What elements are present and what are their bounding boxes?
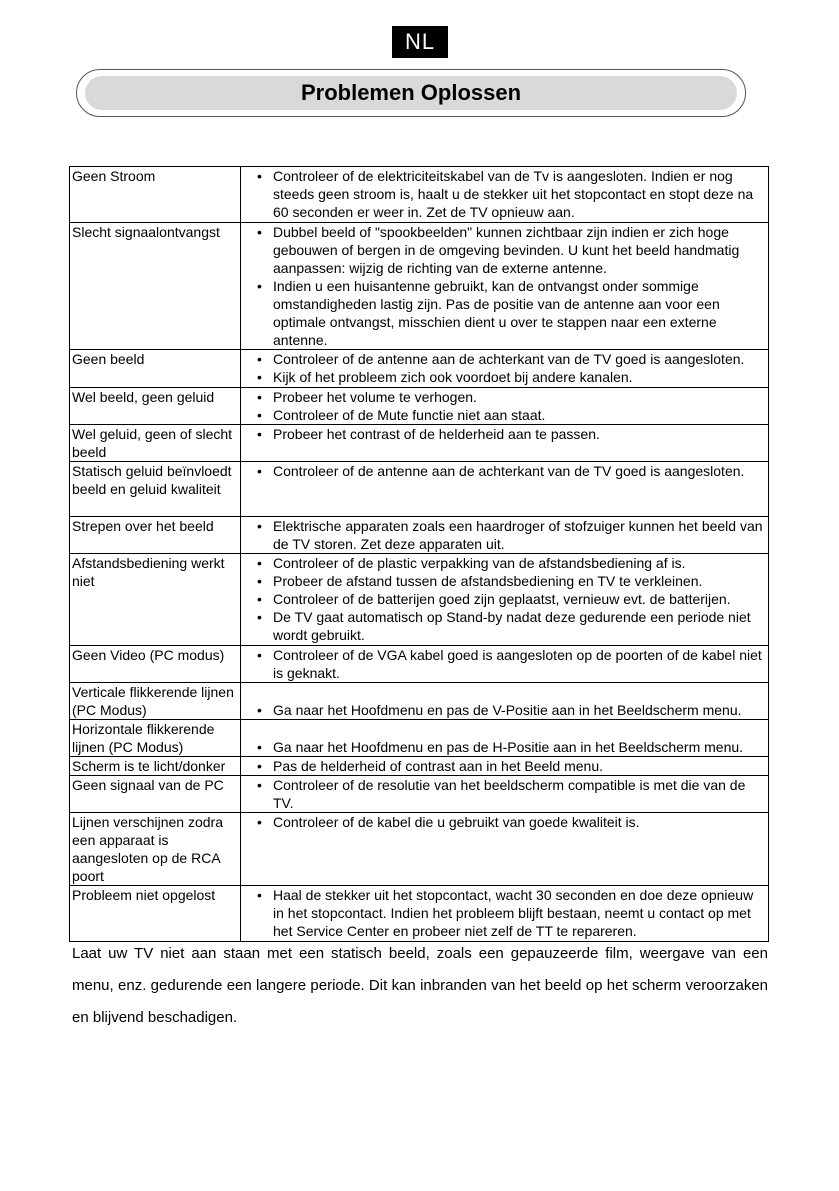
- problem-cell: Verticale flikkerende lijnen (PC Modus): [70, 683, 241, 720]
- problem-cell: Statisch geluid beïnvloedt beeld en geluid kwaliteit: [70, 462, 241, 517]
- solution-item: • Controleer of de plastic verpakking van de afstandsbediening af is.: [273, 554, 766, 572]
- solution-cell: [241, 776, 769, 813]
- solution-cell: [241, 425, 769, 462]
- solution-item: • Controleer of de antenne aan de achterkant van de TV goed is aangesloten.: [273, 350, 766, 368]
- solution-item: • Probeer het contrast of de helderheid aan te passen.: [273, 425, 766, 443]
- solution-item: • De TV gaat automatisch op Stand-by nadat deze gedurende een periode niet wordt gebruikt.: [273, 608, 766, 644]
- table-row: [70, 388, 769, 425]
- table-row: [70, 462, 769, 517]
- problem-cell: Afstandsbediening werkt niet: [70, 554, 241, 646]
- problem-cell: Slecht signaalontvangst: [70, 223, 241, 350]
- solution-item: • Dubbel beeld of "spookbeelden" kunnen zichtbaar zijn indien er zich hoge gebouwen of bergen in de omgeving bevinden. U kunt het beeld handmatig aanpassen: wijzig de richting van de externe antenne.: [273, 223, 766, 277]
- solution-item: • Ga naar het Hoofdmenu en pas de V-Positie aan in het Beeldscherm menu.: [273, 701, 766, 719]
- solution-item: • Ga naar het Hoofdmenu en pas de H-Positie aan in het Beeldscherm menu.: [273, 738, 766, 756]
- table-row: [70, 757, 769, 776]
- table-row: [70, 720, 769, 757]
- problem-cell: Horizontale flikkerende lijnen (PC Modus): [70, 720, 241, 757]
- solution-item: • Controleer of de antenne aan de achterkant van de TV goed is aangesloten.: [273, 462, 766, 480]
- solution-cell: [241, 167, 769, 223]
- table-row: [70, 554, 769, 646]
- table-row: [70, 350, 769, 388]
- solution-item: • Controleer of de VGA kabel goed is aangesloten op de poorten of de kabel niet is geknakt.: [273, 646, 766, 682]
- solution-item: • Controleer of de elektriciteitskabel van de Tv is aangesloten. Indien er nog steeds geen stroom is, haalt u de stekker uit het stopcontact en stopt deze na 60 seconden er weer in. Zet de TV opnieuw aan.: [273, 167, 766, 221]
- problem-cell: Strepen over het beeld: [70, 517, 241, 554]
- problem-cell: Geen beeld: [70, 350, 241, 388]
- solution-cell: [241, 554, 769, 646]
- solution-cell: [241, 886, 769, 942]
- solution-item: • Controleer of de batterijen goed zijn geplaatst, vernieuw evt. de batterijen.: [273, 590, 766, 608]
- troubleshooting-table: [69, 166, 769, 942]
- table-row: [70, 167, 769, 223]
- solution-item: • Controleer of de kabel die u gebruikt van goede kwaliteit is.: [273, 813, 766, 831]
- table-row: [70, 223, 769, 350]
- problem-cell: Wel geluid, geen of slecht beeld: [70, 425, 241, 462]
- solution-cell: [241, 683, 769, 720]
- problem-cell: Probleem niet opgelost: [70, 886, 241, 942]
- table-row: [70, 886, 769, 942]
- solution-cell: [241, 813, 769, 886]
- table-row: [70, 813, 769, 886]
- solution-item: • Indien u een huisantenne gebruikt, kan de ontvangst onder sommige omstandigheden lastig zijn. Pas de positie van de antenne aan voor een optimale ontvangst, misschien dient u over te stappen naar een externe antenne.: [273, 277, 766, 349]
- burn-in-warning: Laat uw TV niet aan staan met een statisch beeld, zoals een gepauzeerde film, weergave van een menu, enz. gedurende een langere periode. Dit kan inbranden van het beeld op het scherm veroorzaken en blijvend beschadigen.: [72, 945, 768, 1026]
- page-title: Problemen Oplossen: [85, 76, 737, 110]
- solution-item: • Elektrische apparaten zoals een haardroger of stofzuiger kunnen het beeld van de TV storen. Zet deze apparaten uit.: [273, 517, 766, 553]
- table-row: [70, 425, 769, 462]
- solution-item: • Haal de stekker uit het stopcontact, wacht 30 seconden en doe deze opnieuw in het stopcontact. Indien het probleem blijft bestaan, neemt u contact op met het Service Center en probeer niet zelf de TT te repareren.: [273, 886, 766, 940]
- solution-item: • Kijk of het probleem zich ook voordoet bij andere kanalen.: [273, 368, 766, 386]
- solution-cell: [241, 388, 769, 425]
- solution-cell: [241, 350, 769, 388]
- table-row: [70, 646, 769, 683]
- solution-item: • Controleer of de resolutie van het beeldscherm compatible is met die van de TV.: [273, 776, 766, 812]
- problem-cell: Geen Stroom: [70, 167, 241, 223]
- solution-cell: [241, 757, 769, 776]
- problem-cell: Wel beeld, geen geluid: [70, 388, 241, 425]
- language-badge: NL: [392, 26, 448, 58]
- problem-cell: Lijnen verschijnen zodra een apparaat is aangesloten op de RCA poort: [70, 813, 241, 886]
- solution-cell: [241, 517, 769, 554]
- solution-item: • Probeer de afstand tussen de afstandsbediening en TV te verkleinen.: [273, 572, 766, 590]
- problem-cell: Geen signaal van de PC: [70, 776, 241, 813]
- solution-cell: [241, 646, 769, 683]
- title-banner: [76, 69, 746, 117]
- problem-cell: Geen Video (PC modus): [70, 646, 241, 683]
- solution-cell: [241, 720, 769, 757]
- solution-item: • Controleer of de Mute functie niet aan staat.: [273, 406, 766, 424]
- solution-item: • Probeer het volume te verhogen.: [273, 388, 766, 406]
- table-row: [70, 683, 769, 720]
- problem-cell: Scherm is te licht/donker: [70, 757, 241, 776]
- solution-item: • Pas de helderheid of contrast aan in het Beeld menu.: [273, 757, 766, 775]
- solution-cell: [241, 462, 769, 517]
- table-row: [70, 776, 769, 813]
- table-row: [70, 517, 769, 554]
- solution-cell: [241, 223, 769, 350]
